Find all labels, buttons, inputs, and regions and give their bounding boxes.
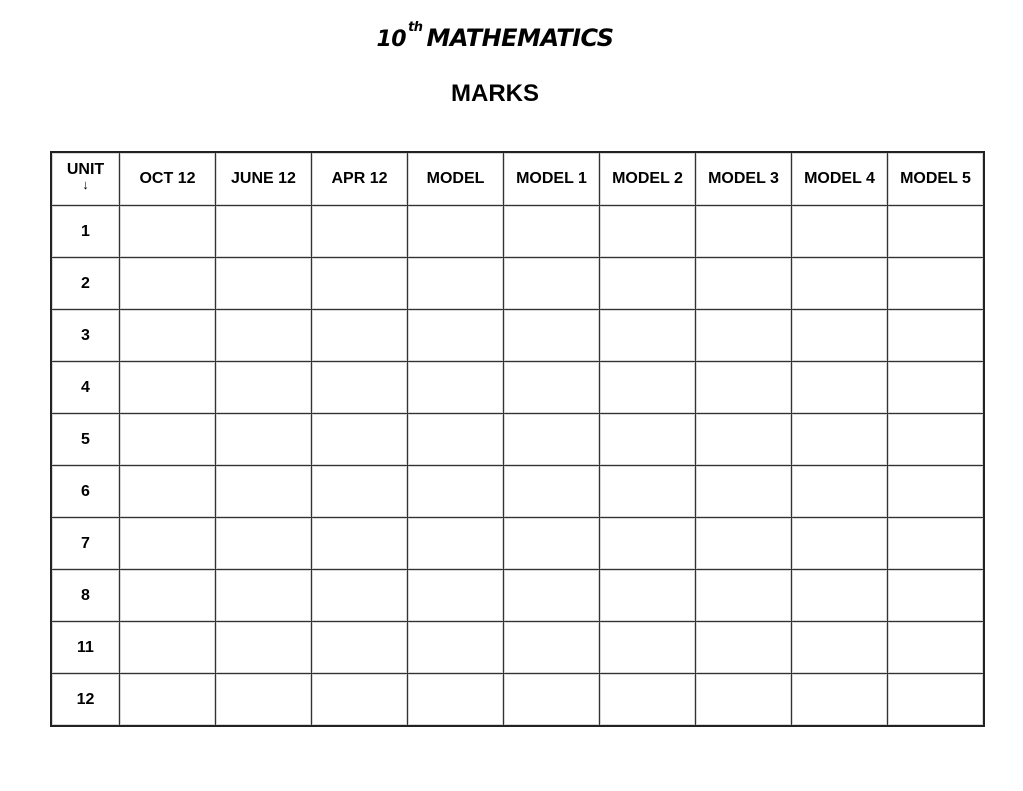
table-row	[51, 310, 984, 362]
column-header-model-2: MODEL 2	[600, 152, 696, 206]
unit-number-cell: 1	[51, 206, 120, 258]
column-header-oct-12: OCT 12	[120, 152, 216, 206]
header-row	[51, 152, 984, 206]
mark-cell[interactable]	[504, 570, 600, 622]
mark-cell[interactable]	[312, 622, 408, 674]
mark-cell[interactable]	[888, 674, 985, 727]
mark-cell[interactable]	[888, 414, 985, 466]
mark-cell[interactable]	[312, 674, 408, 727]
mark-cell[interactable]	[216, 310, 312, 362]
mark-cell[interactable]	[504, 414, 600, 466]
mark-cell[interactable]	[600, 362, 696, 414]
mark-cell[interactable]	[120, 570, 216, 622]
column-header-june-12: JUNE 12	[216, 152, 312, 206]
mark-cell[interactable]	[312, 466, 408, 518]
mark-cell[interactable]	[312, 258, 408, 310]
mark-cell[interactable]	[792, 258, 888, 310]
mark-cell[interactable]	[504, 622, 600, 674]
mark-cell[interactable]	[888, 466, 985, 518]
mark-cell[interactable]	[696, 570, 792, 622]
table-row	[51, 206, 984, 258]
mark-cell[interactable]	[600, 466, 696, 518]
mark-cell[interactable]	[408, 414, 504, 466]
mark-cell[interactable]	[600, 518, 696, 570]
unit-number-cell: 8	[51, 570, 120, 622]
mark-cell[interactable]	[504, 518, 600, 570]
mark-cell[interactable]	[600, 570, 696, 622]
mark-cell[interactable]	[792, 206, 888, 258]
mark-cell[interactable]	[408, 674, 504, 727]
mark-cell[interactable]	[120, 466, 216, 518]
unit-header-label: UNIT	[66, 161, 105, 178]
document-subtitle: MARKS	[451, 80, 539, 107]
mark-cell[interactable]	[792, 518, 888, 570]
mark-cell[interactable]	[600, 622, 696, 674]
unit-number-cell: 7	[51, 518, 120, 570]
mark-cell[interactable]	[696, 622, 792, 674]
unit-number-cell: 11	[51, 622, 120, 674]
mark-cell[interactable]	[216, 466, 312, 518]
down-arrow-icon: ↓	[82, 177, 89, 192]
table-row	[51, 518, 984, 570]
mark-cell[interactable]	[120, 258, 216, 310]
mark-cell[interactable]	[696, 362, 792, 414]
mark-cell[interactable]	[312, 206, 408, 258]
marks-table	[50, 151, 985, 727]
mark-cell[interactable]	[216, 570, 312, 622]
document-title	[0, 20, 990, 52]
unit-number-cell: 12	[51, 674, 120, 727]
mark-cell[interactable]	[408, 622, 504, 674]
mark-cell[interactable]	[504, 466, 600, 518]
mark-cell[interactable]	[792, 674, 888, 727]
column-header-model: MODEL	[408, 152, 504, 206]
mark-cell[interactable]	[888, 206, 985, 258]
column-header-model-3: MODEL 3	[696, 152, 792, 206]
column-header-model-4: MODEL 4	[792, 152, 888, 206]
mark-cell[interactable]	[312, 414, 408, 466]
mark-cell[interactable]	[792, 414, 888, 466]
mark-cell[interactable]	[792, 622, 888, 674]
mark-cell[interactable]	[216, 622, 312, 674]
mark-cell[interactable]	[120, 622, 216, 674]
mark-cell[interactable]	[216, 414, 312, 466]
mark-cell[interactable]	[696, 674, 792, 727]
mark-cell[interactable]	[408, 206, 504, 258]
mark-cell[interactable]	[792, 466, 888, 518]
mark-cell[interactable]	[216, 674, 312, 727]
table-row	[51, 258, 984, 310]
mark-cell[interactable]	[792, 570, 888, 622]
mark-cell[interactable]	[504, 362, 600, 414]
mark-cell[interactable]	[120, 414, 216, 466]
table-row	[51, 362, 984, 414]
title-superscript: th	[408, 20, 423, 35]
table-row	[51, 674, 984, 727]
mark-cell[interactable]	[888, 518, 985, 570]
mark-cell[interactable]	[216, 258, 312, 310]
mark-cell[interactable]	[504, 258, 600, 310]
table-row	[51, 570, 984, 622]
mark-cell[interactable]	[120, 310, 216, 362]
mark-cell[interactable]	[888, 622, 985, 674]
mark-cell[interactable]	[792, 310, 888, 362]
table-row	[51, 622, 984, 674]
mark-cell[interactable]	[120, 362, 216, 414]
mark-cell[interactable]	[120, 518, 216, 570]
column-header-apr-12: APR 12	[312, 152, 408, 206]
mark-cell[interactable]	[312, 362, 408, 414]
mark-cell[interactable]	[408, 570, 504, 622]
mark-cell[interactable]	[312, 310, 408, 362]
mark-cell[interactable]	[888, 570, 985, 622]
mark-cell[interactable]	[696, 310, 792, 362]
mark-cell[interactable]	[504, 310, 600, 362]
unit-column-header	[51, 152, 120, 206]
title-number: 10	[376, 27, 407, 52]
mark-cell[interactable]	[600, 414, 696, 466]
unit-number-cell: 6	[51, 466, 120, 518]
mark-cell[interactable]	[696, 466, 792, 518]
mark-cell[interactable]	[312, 518, 408, 570]
table-row	[51, 414, 984, 466]
mark-cell[interactable]	[408, 310, 504, 362]
mark-cell[interactable]	[696, 258, 792, 310]
mark-cell[interactable]	[408, 258, 504, 310]
mark-cell[interactable]	[408, 362, 504, 414]
unit-number-cell: 4	[51, 362, 120, 414]
mark-cell[interactable]	[216, 518, 312, 570]
mark-cell[interactable]	[600, 258, 696, 310]
unit-number-cell: 3	[51, 310, 120, 362]
mark-cell[interactable]	[600, 206, 696, 258]
mark-cell[interactable]	[120, 206, 216, 258]
mark-cell[interactable]	[120, 674, 216, 727]
mark-cell[interactable]	[888, 310, 985, 362]
title-subject: MATHEMATICS	[426, 24, 614, 52]
unit-number-cell: 5	[51, 414, 120, 466]
mark-cell[interactable]	[216, 362, 312, 414]
mark-cell[interactable]	[696, 414, 792, 466]
column-header-model-5: MODEL 5	[888, 152, 985, 206]
mark-cell[interactable]	[888, 258, 985, 310]
column-header-model-1: MODEL 1	[504, 152, 600, 206]
mark-cell[interactable]	[696, 518, 792, 570]
mark-cell[interactable]	[696, 206, 792, 258]
mark-cell[interactable]	[216, 206, 312, 258]
mark-cell[interactable]	[504, 206, 600, 258]
mark-cell[interactable]	[312, 570, 408, 622]
mark-cell[interactable]	[600, 674, 696, 727]
table-row	[51, 466, 984, 518]
mark-cell[interactable]	[888, 362, 985, 414]
mark-cell[interactable]	[792, 362, 888, 414]
mark-cell[interactable]	[408, 518, 504, 570]
mark-cell[interactable]	[408, 466, 504, 518]
mark-cell[interactable]	[504, 674, 600, 727]
unit-number-cell: 2	[51, 258, 120, 310]
mark-cell[interactable]	[600, 310, 696, 362]
